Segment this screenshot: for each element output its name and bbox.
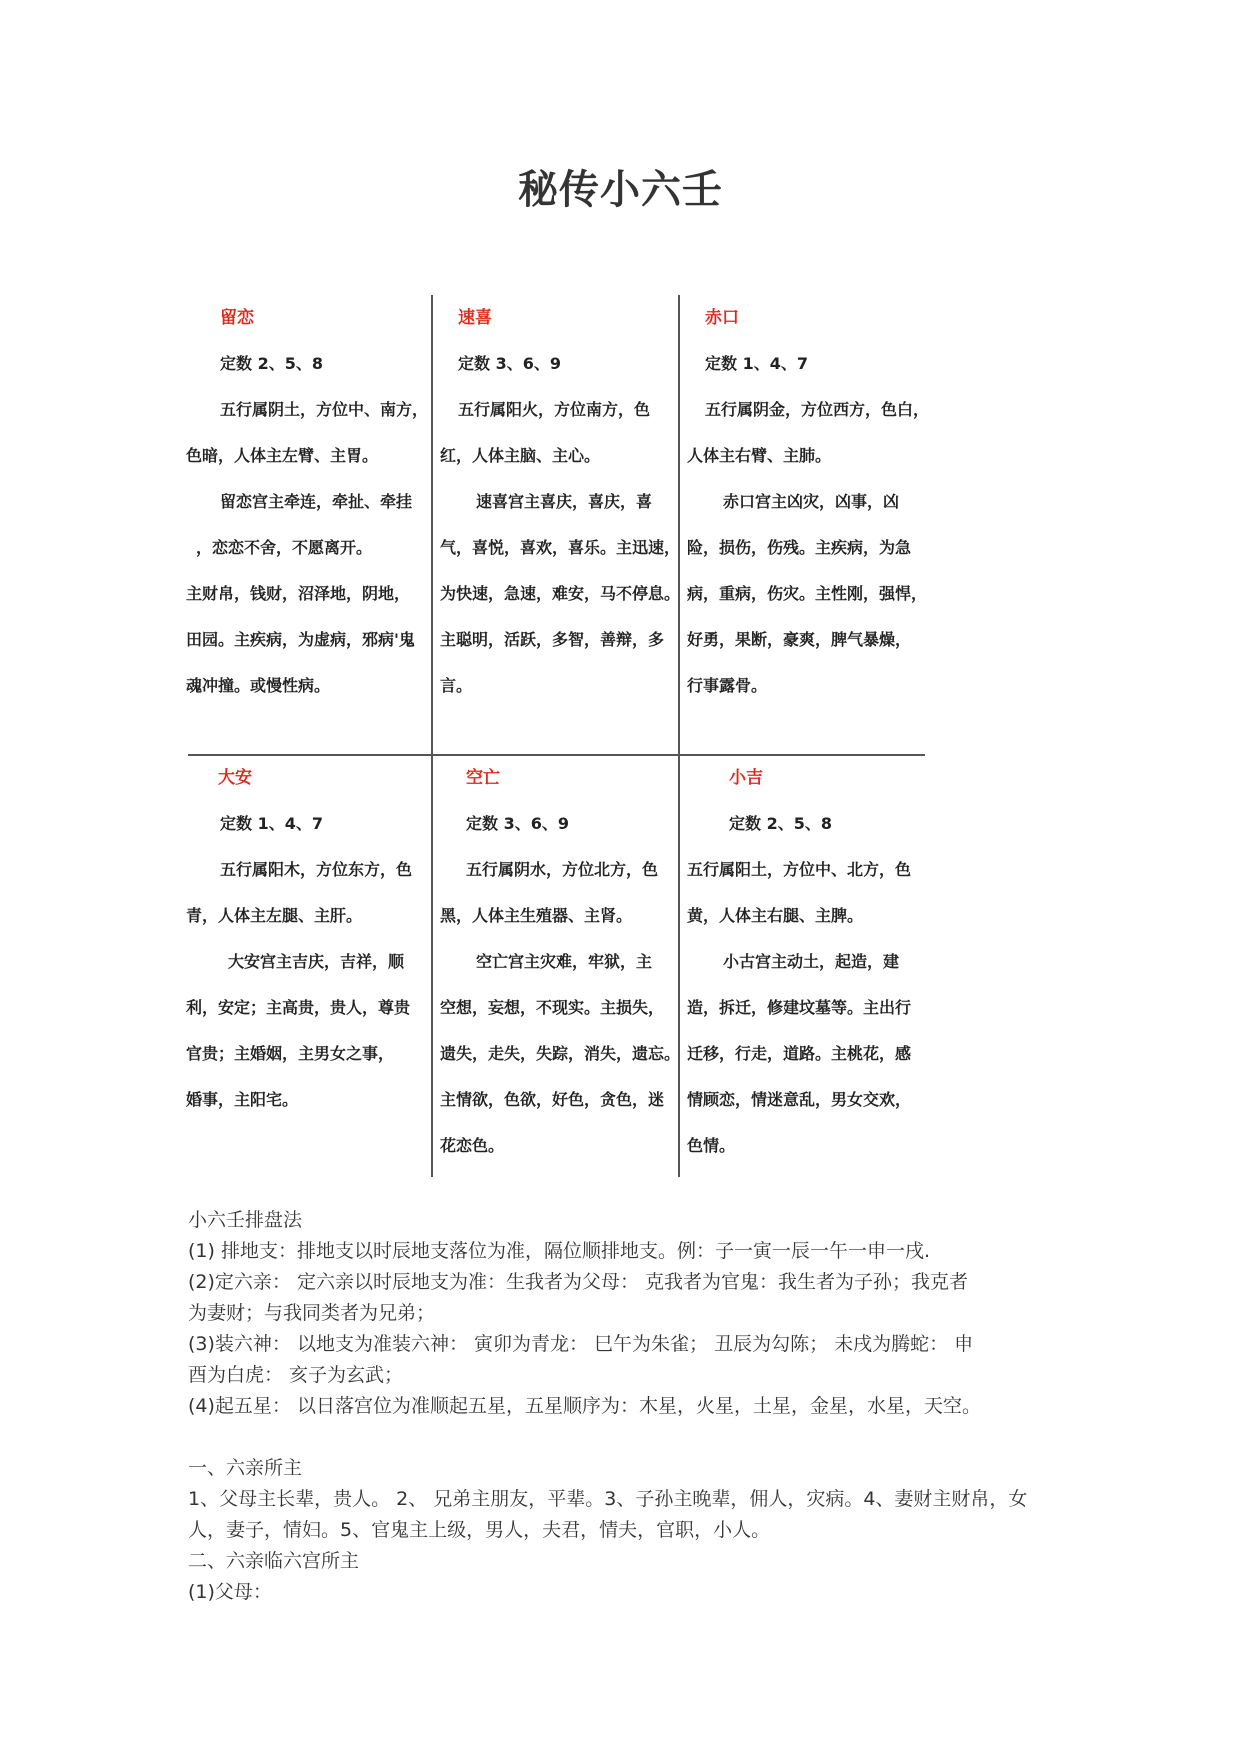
palace-line: 好勇，果断，豪爽，脾气暴燥， [687, 630, 912, 649]
palace-line: 遗失，走失，失踪，消失，遗忘。 [440, 1044, 681, 1063]
palace-line: 五行属阴水，方位北方，色 [466, 860, 659, 879]
method-line: 酉为白虎： 亥子为玄武； [188, 1364, 404, 1386]
palace-line: 速喜宫主喜庆，喜庆，喜 [476, 492, 653, 511]
method-line: 为妻财；与我同类者为兄弟； [188, 1302, 436, 1324]
method-line: (1) 排地支：排地支以时辰地支落位为准，隔位顺排地支。例：子一寅一辰一午一申一戌. [188, 1240, 930, 1262]
palace-line: 主情欲，色欲，好色，贪色，迷 [440, 1090, 665, 1109]
section1-heading: 一、六亲所主 [188, 1457, 303, 1479]
palace-cell-liulian [186, 295, 428, 709]
palace-line: 主财帛，钱财，沼泽地，阴地， [186, 584, 411, 603]
palace-line: 五行属阴土，方位中、南方， [220, 400, 429, 419]
section1-line: 1、父母主长辈，贵人。 2、 兄弟主朋友，平辈。3、子孙主晚辈，佣人，灾病。4、妻财主财帛，女 [188, 1488, 1028, 1510]
palace-line: 病，重病，伤灾。主性刚，强悍， [687, 584, 928, 603]
palace-name: 赤口 [705, 308, 739, 328]
palace-number: 定数 2、5、8 [729, 814, 832, 833]
method-heading: 小六壬排盘法 [188, 1209, 303, 1231]
palace-line: 主聪明，活跃，多智，善辩，多 [440, 630, 665, 649]
body-text [188, 1205, 1058, 1608]
palace-line: 色情。 [687, 1136, 736, 1155]
palace-number: 定数 3、6、9 [458, 354, 561, 373]
palace-line: 行事露骨。 [687, 676, 768, 695]
palace-line: 花恋色。 [440, 1136, 505, 1155]
palace-number: 定数 2、5、8 [220, 354, 323, 373]
six-palace-grid [186, 295, 930, 1177]
palace-name: 大安 [218, 768, 252, 788]
method-line: (2)定六亲： 定六亲以时辰地支为准：生我者为父母： 克我者为官鬼：我生者为子孙；我克者 [188, 1271, 968, 1293]
page-title: 秘传小六壬 [518, 167, 723, 213]
section1-line: 人，妻子，情妇。5、官鬼主上级，男人，夫君，情夫，官职，小人。 [188, 1519, 771, 1541]
grid-divider-vertical-1 [431, 295, 433, 1177]
palace-line: 婚事，主阳宅。 [186, 1090, 299, 1109]
palace-name: 留恋 [220, 308, 254, 328]
palace-line: 大安宫主吉庆，吉祥，顺 [228, 952, 405, 971]
palace-line: 利，安定；主高贵，贵人，尊贵 [186, 998, 411, 1017]
palace-line: 留恋宫主牵连，牵扯、牵挂 [220, 492, 413, 511]
palace-line: 空亡宫主灾难，牢狱，主 [476, 952, 653, 971]
palace-line: 红，人体主脑、主心。 [440, 446, 601, 465]
palace-cell-kongwang [440, 755, 680, 1169]
palace-cell-daan [186, 755, 412, 1123]
section2-heading: 二、六亲临六宫所主 [188, 1550, 360, 1572]
palace-cell-suxi [440, 295, 680, 709]
palace-line: 气，喜悦，喜欢，喜乐。主迅速， [440, 538, 681, 557]
palace-line: 人体主右臂、主肺。 [687, 446, 832, 465]
palace-name: 小吉 [729, 768, 763, 788]
palace-line: 险，损伤，伤残。主疾病，为急 [687, 538, 912, 557]
palace-line: 为快速，急速，难安，马不停息。 [440, 584, 681, 603]
palace-line: 造，拆迁，修建坟墓等。主出行 [687, 998, 912, 1017]
palace-line: 五行属阳土，方位中、北方，色 [687, 860, 912, 879]
palace-line: 小古宫主动土，起造，建 [723, 952, 900, 971]
paragraph-gap [188, 1422, 1058, 1453]
palace-line: 五行属阴金，方位西方，色白， [705, 400, 930, 419]
palace-line: 赤口宫主凶灾，凶事，凶 [723, 492, 900, 511]
palace-line: 迁移，行走，道路。主桃花，感 [687, 1044, 912, 1063]
palace-line: 黄，人体主右腿、主脾。 [687, 906, 864, 925]
palace-line: ，恋恋不舍，不愿离开。 [196, 538, 373, 557]
palace-line: 青，人体主左腿、主肝。 [186, 906, 363, 925]
palace-number: 定数 3、6、9 [466, 814, 569, 833]
palace-cell-xiaoji [687, 755, 911, 1169]
palace-line: 五行属阳木，方位东方，色 [220, 860, 413, 879]
palace-line: 官贵；主婚姻，主男女之事， [186, 1044, 395, 1063]
palace-number: 定数 1、4、7 [705, 354, 808, 373]
palace-line: 魂冲撞。或慢性病。 [186, 676, 331, 695]
palace-name: 空亡 [466, 768, 500, 788]
palace-name: 速喜 [458, 308, 492, 328]
palace-line: 情顾恋，情迷意乱，男女交欢， [687, 1090, 912, 1109]
palace-line: 空想，妄想，不现实。主损失， [440, 998, 665, 1017]
palace-line: 言。 [440, 676, 473, 695]
palace-line: 色暗，人体主左臂、主胃。 [186, 446, 379, 465]
palace-line: 黑，人体主生殖器、主肾。 [440, 906, 633, 925]
palace-cell-chikou [687, 295, 929, 709]
method-line: (3)装六神： 以地支为准装六神： 寅卯为青龙： 巳午为朱雀； 丑辰为勾陈； 未戌为腾蛇： 申 [188, 1333, 974, 1355]
method-line: (4)起五星： 以日落宫位为准顺起五星，五星顺序为：木星，火星，土星，金星，水星，天空。 [188, 1395, 981, 1417]
palace-line: 田园。主疾病，为虚病，邪病'鬼 [186, 630, 415, 649]
palace-line: 五行属阳火，方位南方，色 [458, 400, 651, 419]
palace-number: 定数 1、4、7 [220, 814, 323, 833]
section2-line: (1)父母： [188, 1581, 272, 1603]
